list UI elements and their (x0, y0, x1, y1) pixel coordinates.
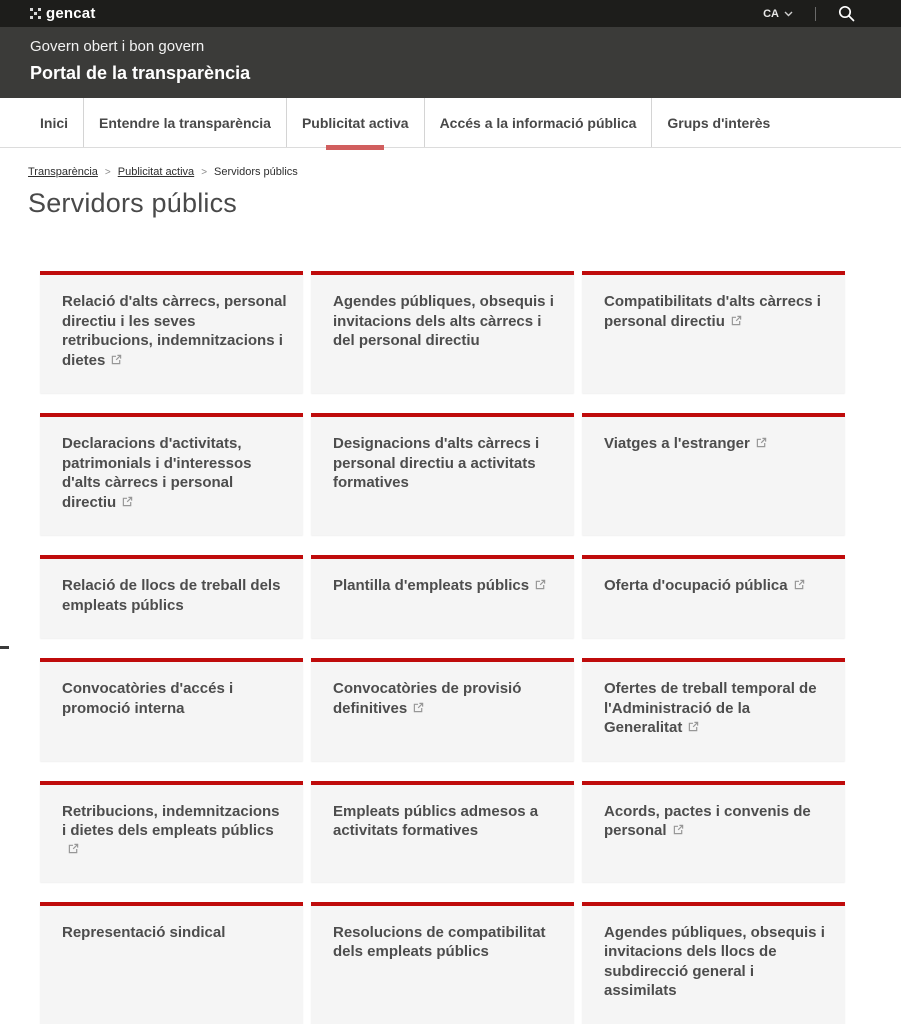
topic-card-label: Acords, pactes i convenis de personal (604, 802, 811, 839)
topic-card[interactable] (311, 413, 574, 535)
topic-card[interactable] (40, 902, 303, 1024)
external-link-icon (731, 315, 742, 326)
active-tab-underline (326, 145, 384, 150)
breadcrumb-item[interactable]: Publicitat activa (117, 166, 195, 178)
topic-card-label: Declaracions d'activitats, patrimonials i d'interessos d'alts càrrecs i personal directiu (62, 435, 252, 511)
topic-card-label: Representació sindical (62, 923, 226, 941)
external-link-icon (794, 579, 805, 590)
topic-card-label: Empleats públics admesos a activitats formatives (333, 802, 539, 839)
portal-title[interactable]: Portal de la transparència (30, 63, 251, 83)
page-edge-marker (0, 646, 9, 649)
topic-card[interactable] (40, 658, 303, 761)
topic-card[interactable] (311, 271, 574, 393)
topic-card[interactable] (40, 271, 303, 393)
topic-card-label: Oferta d'ocupació pública (604, 577, 788, 594)
topic-card[interactable] (582, 658, 845, 761)
breadcrumb-separator-icon: > (201, 166, 208, 178)
topic-card[interactable] (311, 658, 574, 761)
topbar-right-group (763, 5, 871, 22)
topic-card[interactable] (582, 555, 845, 638)
topic-card-label: Designacions d'alts càrrecs i personal directiu a activitats formatives (333, 435, 540, 491)
external-link-icon (413, 702, 424, 713)
topic-card[interactable] (40, 781, 303, 882)
main-navigation (0, 98, 901, 148)
topic-card[interactable] (582, 781, 845, 882)
topic-card[interactable] (311, 555, 574, 638)
topic-card-label: Relació de llocs de treball dels empleats públics (62, 577, 281, 614)
external-link-icon (68, 843, 79, 854)
nav-list (0, 98, 901, 147)
topic-card-label: Convocatòries d'accés i promoció interna (62, 680, 234, 717)
topic-card[interactable] (582, 413, 845, 535)
portal-header-band (0, 27, 901, 98)
topic-card[interactable] (311, 902, 574, 1024)
nav-item-label: Grups d'interès (667, 114, 771, 131)
search-button[interactable] (838, 5, 855, 22)
external-link-icon (111, 354, 122, 365)
search-icon (838, 5, 855, 22)
topic-card[interactable] (582, 271, 845, 393)
breadcrumb-item[interactable]: Transparència (28, 166, 98, 178)
topic-card[interactable] (582, 902, 845, 1024)
topic-card[interactable] (40, 413, 303, 535)
external-link-icon (673, 824, 684, 835)
topic-card-label: Agendes públiques, obsequis i invitacions dels llocs de subdirecció general i assimilats (604, 923, 825, 999)
nav-item[interactable] (83, 98, 286, 147)
external-link-icon (756, 437, 767, 448)
topbar-divider (815, 7, 816, 21)
topic-card-grid (40, 271, 845, 1024)
gencat-dots-icon (30, 8, 41, 19)
nav-item[interactable] (424, 98, 652, 147)
gencat-logo-text: gencat (46, 5, 96, 22)
topic-card-label: Retribucions, indemnitzacions i dietes dels empleats públics (62, 802, 280, 839)
nav-item[interactable] (651, 98, 785, 147)
nav-item[interactable] (40, 98, 83, 147)
topic-card-label: Convocatòries de provisió definitives (333, 680, 522, 717)
topic-card-label: Relació d'alts càrrecs, personal directiu i les seves retribucions, indemnitzacions i dietes (62, 293, 287, 369)
external-link-icon (535, 579, 546, 590)
topic-card[interactable] (40, 555, 303, 638)
page-title: Servidors públics (28, 188, 237, 218)
topic-card-label: Agendes públiques, obsequis i invitacions dels alts càrrecs i del personal directiu (333, 293, 554, 349)
topic-card-label: Compatibilitats d'alts càrrecs i personal directiu (604, 293, 821, 330)
breadcrumb-item: Servidors públics (214, 166, 298, 178)
nav-item-label: Accés a la informació pública (439, 114, 637, 131)
site-section-label[interactable]: Govern obert i bon govern (30, 38, 205, 55)
nav-item-label: Entendre la transparència (99, 114, 271, 131)
gencat-logo[interactable] (30, 5, 96, 22)
external-link-icon (122, 496, 133, 507)
breadcrumb (28, 166, 901, 178)
nav-item[interactable] (286, 98, 424, 147)
topic-card-label: Plantilla d'empleats públics (333, 577, 530, 594)
topic-card-label: Ofertes de treball temporal de l'Administració de la Generalitat (604, 680, 817, 736)
top-bar (0, 0, 901, 27)
language-selector[interactable] (763, 8, 793, 20)
nav-item-label: Inici (40, 114, 69, 131)
chevron-down-icon (784, 11, 793, 17)
language-selected-label: CA (763, 7, 779, 20)
topic-card[interactable] (311, 781, 574, 882)
breadcrumb-separator-icon: > (104, 166, 111, 178)
nav-item-label: Publicitat activa (301, 114, 409, 131)
topic-card-label: Viatges a l'estranger (604, 435, 750, 452)
topic-card-label: Resolucions de compatibilitat dels empleats públics (333, 923, 546, 960)
external-link-icon (688, 721, 699, 732)
